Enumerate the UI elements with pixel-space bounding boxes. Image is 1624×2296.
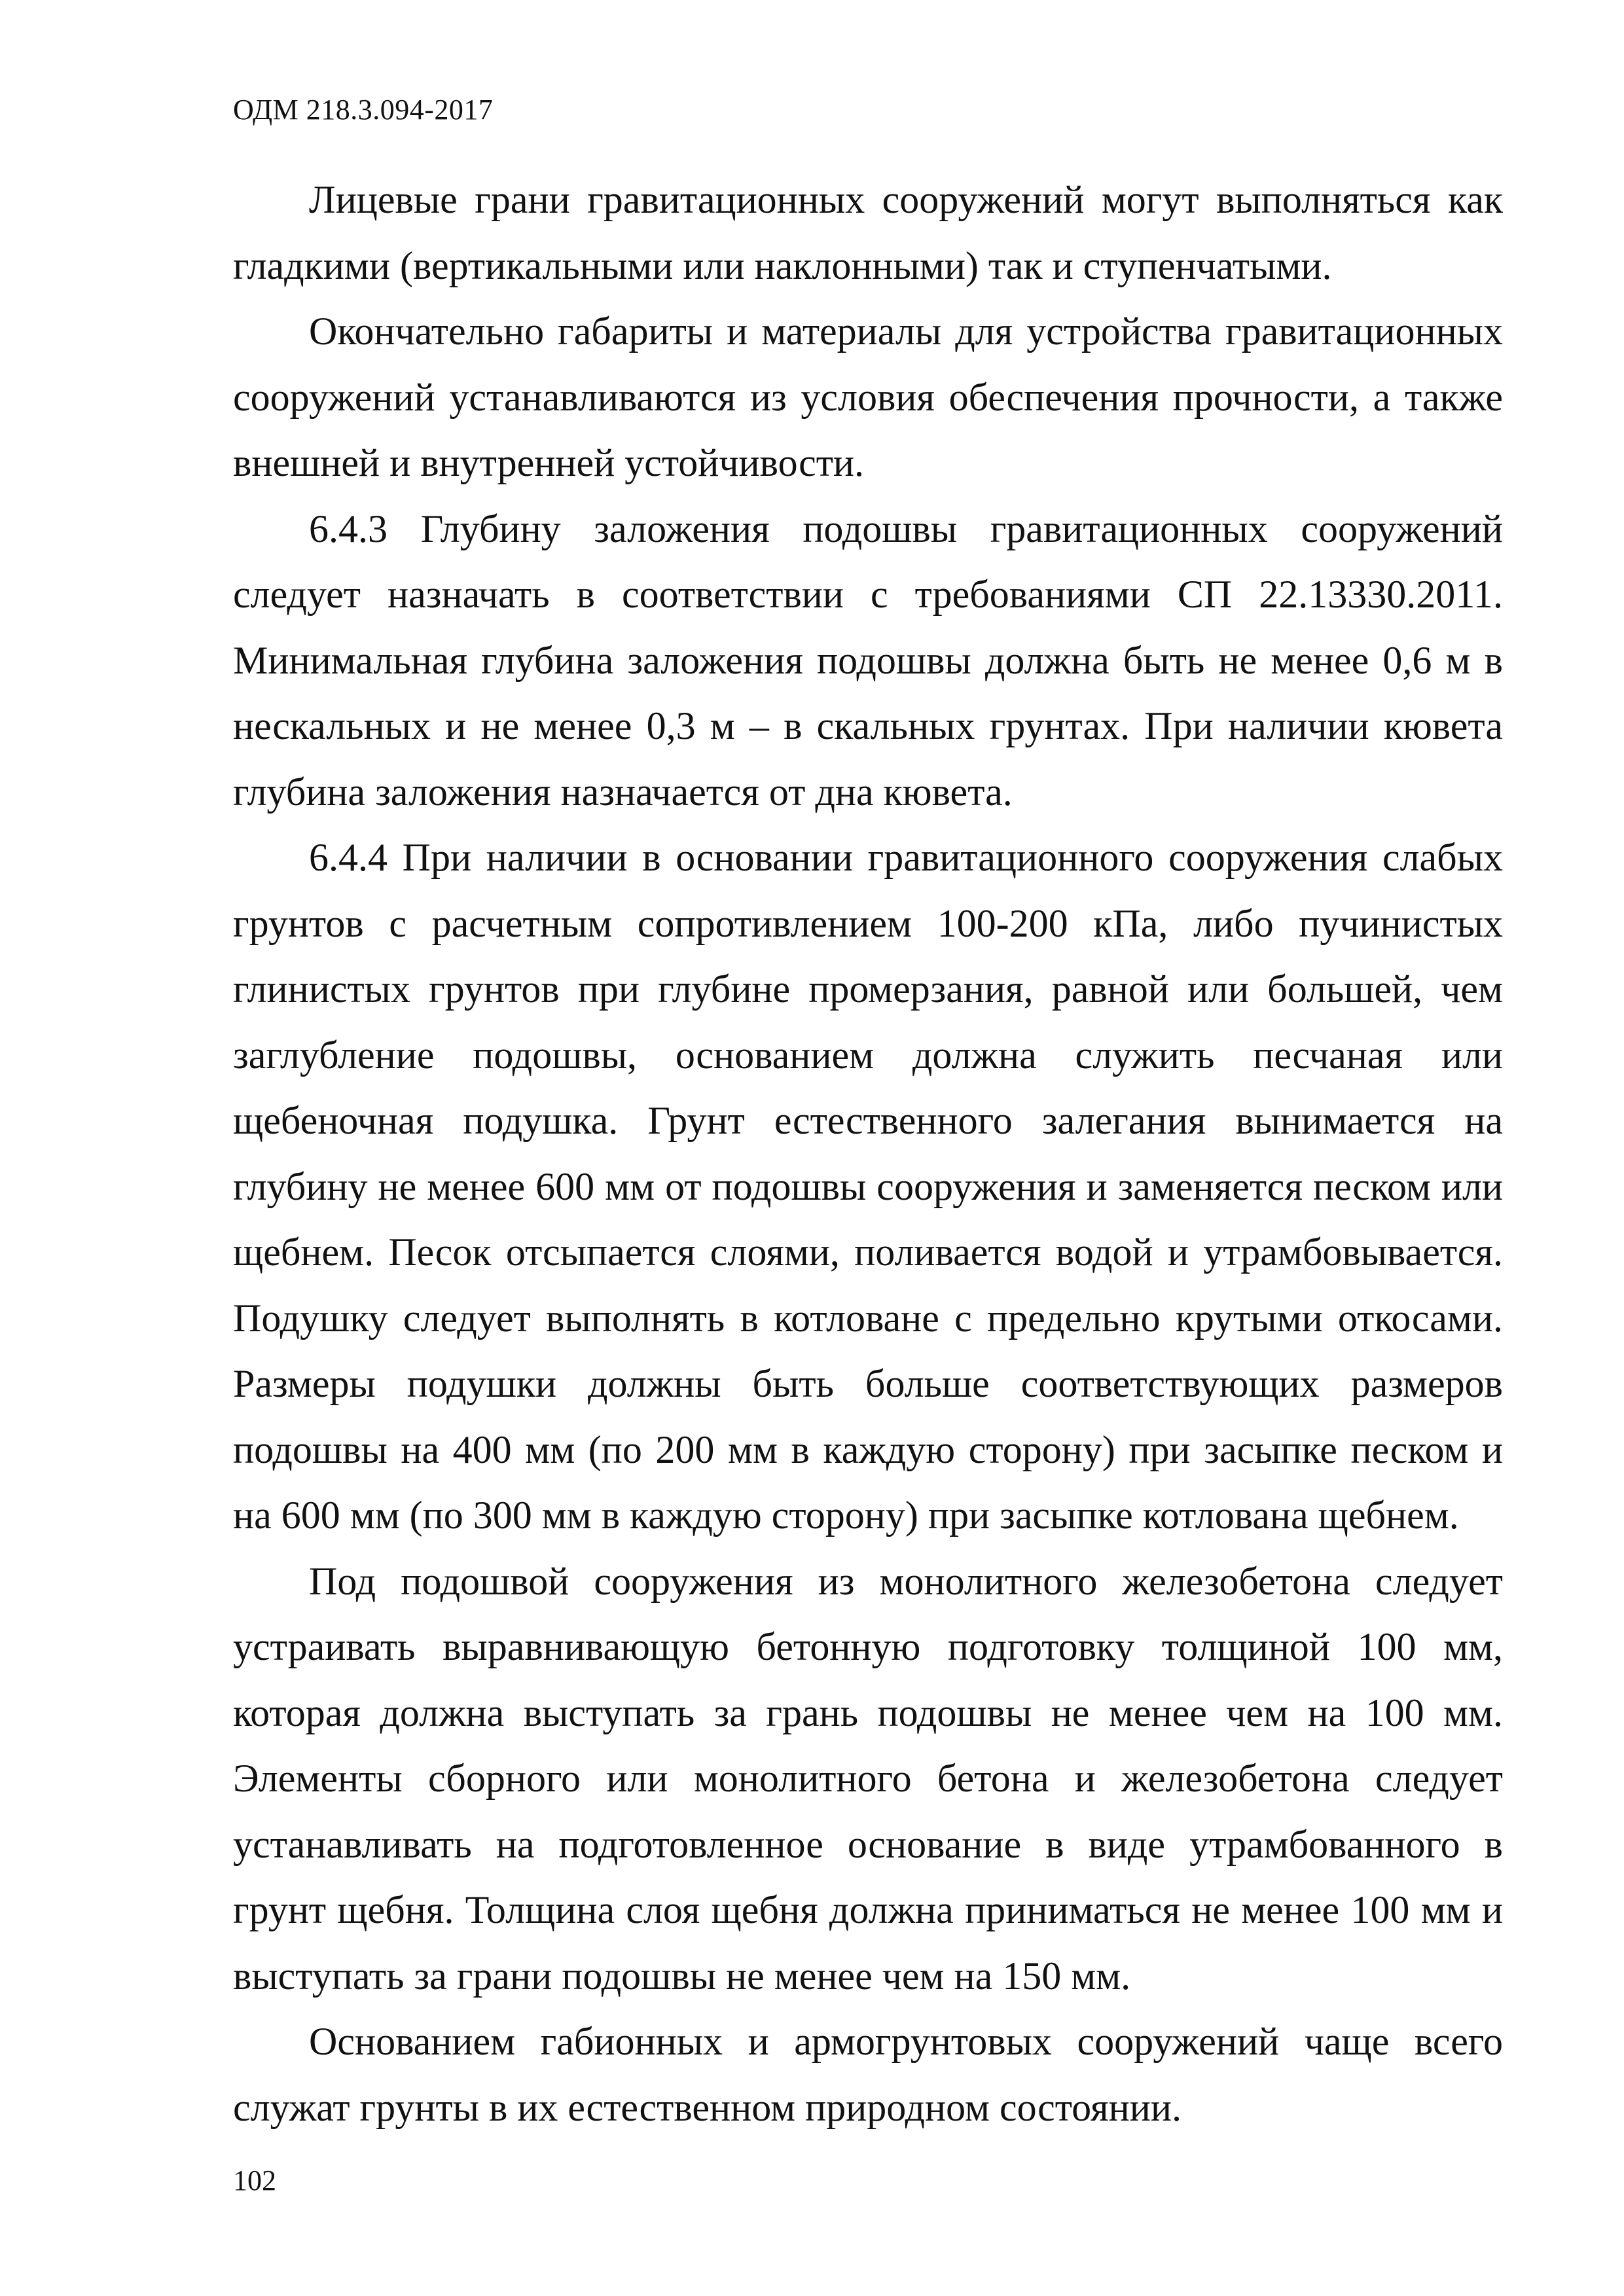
paragraph-dimensions-materials: Окончательно габариты и материалы для устройства гравитационных сооружений устанавливаются из условия обеспечения прочности, а также внешней и внутренней устойчивости. (233, 310, 1503, 484)
paragraph-6-4-4: 6.4.4 При наличии в основании гравитационного сооружения слабых грунтов с расчетным сопротивлением 100-200 кПа, либо пучинистых глинистых грунтов при глубине промерзания, равной или большей, чем заглубление подошвы, основанием должна служить песчаная или щебеночная подушка. Грунт естественного залегания вынимается на глубину не менее 600 мм от подошвы сооружения и заменяется песком или щебнем. Песок отсыпается слоями, поливается водой и утрамбовывается. Подушку следует выполнять в котловане с предельно крутыми откосами. Размеры подушки должны быть больше соответствующих размеров подошвы на 400 мм (по 200 мм в каждую сторону) при засыпке песком и на 600 мм (по 300 мм в каждую сторону) при засыпке котлована щебнем. (233, 836, 1503, 1537)
paragraph-gabion-foundation: Основанием габионных и армогрунтовых сооружений чаще всего служат грунты в их естественном природном состоянии. (233, 2020, 1503, 2129)
paragraph-concrete-preparation: Под подошвой сооружения из монолитного железобетона следует устраивать выравнивающую бетонную подготовку толщиной 100 мм, которая должна выступать за грань подошвы не менее чем на 100 мм. Элементы сборного или монолитного бетона и железобетона следует устанавливать на подготовленное основание в виде утрамбованного в грунт щебня. Толщина слоя щебня должна приниматься не менее 100 мм и выступать за грани подошвы не менее чем на 150 мм. (233, 1559, 1503, 1998)
body-text (233, 167, 1503, 2140)
document-code-header: ОДМ 218.3.094-2017 (233, 94, 494, 126)
paragraph-facing-surfaces: Лицевые грани гравитационных сооружений могут выполняться как гладкими (вертикальными или наклонными) так и ступенчатыми. (233, 178, 1503, 287)
paragraph-6-4-3: 6.4.3 Глубину заложения подошвы гравитационных сооружений следует назначать в соответствии с требованиями СП 22.13330.2011. Минимальная глубина заложения подошвы должна быть не менее 0,6 м в нескальных и не менее 0,3 м – в скальных грунтах. При наличии кювета глубина заложения назначается от дна кювета. (233, 507, 1503, 814)
page-number: 102 (233, 2164, 276, 2197)
